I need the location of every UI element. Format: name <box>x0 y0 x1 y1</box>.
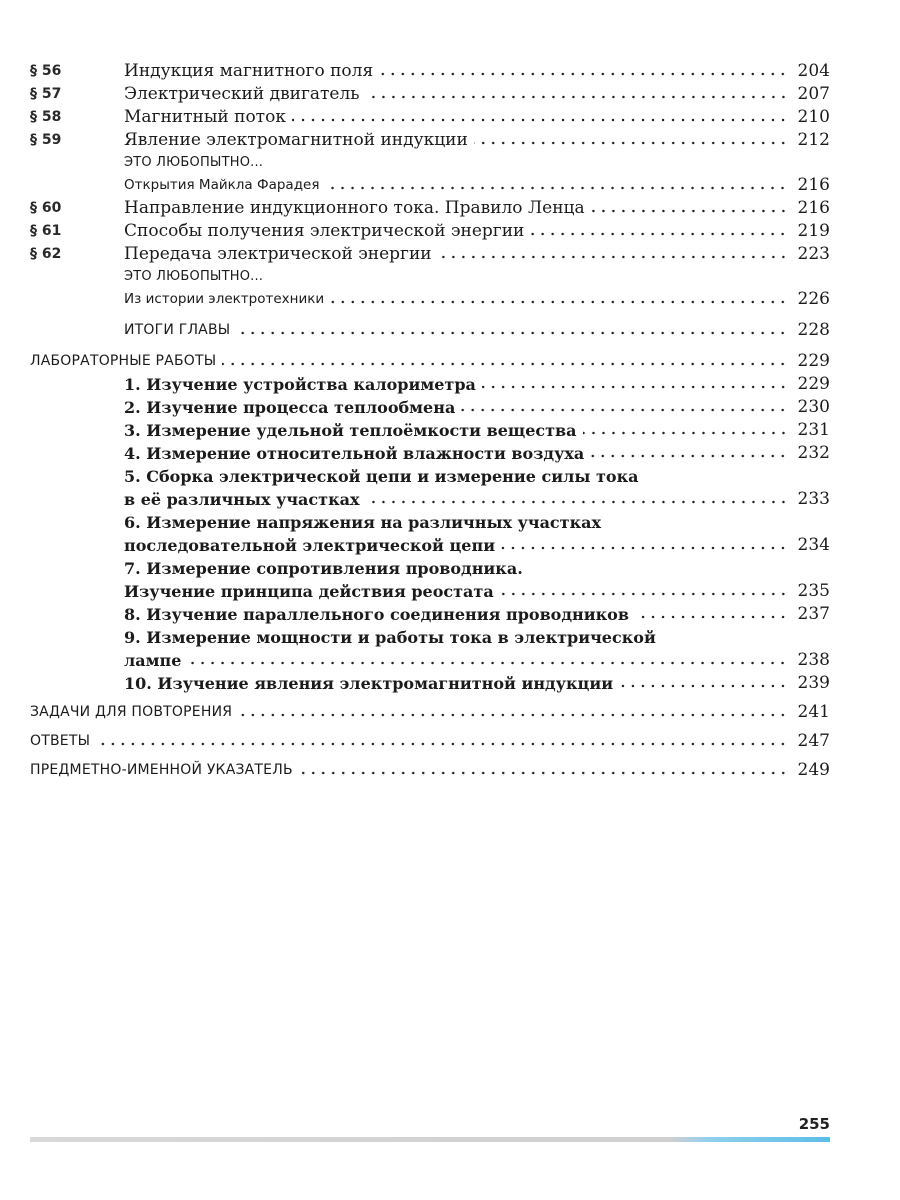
lab-title: Изучение принципа действия реостата <box>124 582 494 601</box>
dot-leader <box>501 545 788 551</box>
toc-entry-lab10[interactable] <box>30 672 830 695</box>
curious-heading: ЭТО ЛЮБОПЫТНО... <box>124 155 264 170</box>
section-number: § 56 <box>30 63 62 79</box>
page-number: 228 <box>797 320 830 340</box>
section-title: Индукция магнитного поля <box>124 61 374 81</box>
lab-title-line: 5. Сборка электрической цепи и измерение силы тока <box>124 467 639 486</box>
toc-entry-s61[interactable] <box>30 220 830 243</box>
page-number: 212 <box>797 130 830 150</box>
dot-leader <box>238 712 788 718</box>
page-number: 237 <box>797 604 830 624</box>
toc-entry-s56[interactable] <box>30 60 830 83</box>
dot-leader <box>325 185 788 191</box>
dot-leader <box>292 117 788 123</box>
dot-leader <box>379 71 788 77</box>
dot-leader <box>366 499 788 505</box>
page-number: 239 <box>797 673 830 693</box>
dot-leader <box>619 683 788 689</box>
dot-leader <box>500 591 788 597</box>
page-number: 241 <box>797 702 830 722</box>
toc-entry-review-tasks[interactable] <box>30 701 830 724</box>
dot-leader <box>590 453 788 459</box>
page-number: 247 <box>797 731 830 751</box>
page-number: 231 <box>797 420 830 440</box>
toc-entry-s57[interactable] <box>30 83 830 106</box>
dot-leader <box>530 231 788 237</box>
lab-title: 3. Измерение удельной теплоёмкости вещества <box>124 421 577 440</box>
page-number: 210 <box>797 107 830 127</box>
curious-heading: ЭТО ЛЮБОПЫТНО... <box>124 269 264 284</box>
dot-leader <box>438 254 788 260</box>
page-number: 230 <box>797 397 830 417</box>
dot-leader <box>330 299 788 305</box>
section-title: ИТОГИ ГЛАВЫ <box>124 322 231 338</box>
section-title: Способы получения электрической энергии <box>124 221 525 241</box>
section-title: ЛАБОРАТОРНЫЕ РАБОТЫ <box>30 353 217 369</box>
lab-title: лампе <box>124 651 182 670</box>
section-title: Передача электрической энергии <box>124 244 432 264</box>
page-number: 234 <box>797 535 830 555</box>
page-number: 249 <box>797 760 830 780</box>
section-title: Открытия Майкла Фарадея <box>124 177 320 193</box>
toc-entry-lab4[interactable] <box>30 442 830 465</box>
dot-leader <box>474 140 788 146</box>
dot-leader <box>591 208 788 214</box>
page-number: 233 <box>797 489 830 509</box>
toc-entry-lab1[interactable] <box>30 373 830 396</box>
section-title: Электрический двигатель <box>124 84 360 104</box>
section-number: § 59 <box>30 132 62 148</box>
page-number: 204 <box>797 61 830 81</box>
toc-entry-chapter-summary[interactable] <box>30 319 830 342</box>
lab-title-line: 9. Измерение мощности и работы тока в электрической <box>124 628 656 647</box>
section-title: Явление электромагнитной индукции <box>124 130 468 150</box>
section-number: § 58 <box>30 109 62 125</box>
toc-entry-electrotech-history[interactable] <box>30 288 830 311</box>
dot-leader <box>96 741 788 747</box>
toc-entry-lab5[interactable] <box>30 488 830 511</box>
section-title: Направление индукционного тока. Правило Ленца <box>124 198 585 218</box>
toc-entry-lab7[interactable] <box>30 580 830 603</box>
dot-leader <box>635 614 788 620</box>
page-number: 219 <box>797 221 830 241</box>
page-number: 226 <box>797 289 830 309</box>
lab-title: 1. Изучение устройства калориметра <box>124 375 476 394</box>
lab-title: 4. Измерение относительной влажности воздуха <box>124 444 585 463</box>
lab-title: в её различных участках <box>124 490 360 509</box>
page-number: 229 <box>797 351 830 371</box>
page-number: 235 <box>797 581 830 601</box>
dot-leader <box>366 94 788 100</box>
toc-entry-lab-works[interactable] <box>30 350 830 373</box>
page-footer-number: 255 <box>798 1115 830 1133</box>
dot-leader <box>236 330 788 336</box>
dot-leader <box>583 430 788 436</box>
section-number: § 62 <box>30 246 62 262</box>
section-title: Из истории электротехники <box>124 291 325 307</box>
toc-entry-subject-index[interactable] <box>30 759 830 782</box>
section-number: § 60 <box>30 200 62 216</box>
lab-title: 8. Изучение параллельного соединения проводников <box>124 605 629 624</box>
lab-title: 10. Изучение явления электромагнитной индукции <box>124 674 614 693</box>
lab-title-line: 6. Измерение напряжения на различных участках <box>124 513 602 532</box>
table-of-contents <box>30 60 830 782</box>
page-number: 216 <box>797 175 830 195</box>
section-title: ЗАДАЧИ ДЛЯ ПОВТОРЕНИЯ <box>30 704 233 720</box>
dot-leader <box>187 660 788 666</box>
toc-entry-s58[interactable] <box>30 106 830 129</box>
lab-title-line: 7. Измерение сопротивления проводника. <box>124 559 523 578</box>
toc-entry-answers[interactable] <box>30 730 830 753</box>
lab-title: 2. Изучение процесса теплообмена <box>124 398 456 417</box>
section-number: § 57 <box>30 86 62 102</box>
dot-leader <box>461 407 788 413</box>
page-number: 207 <box>797 84 830 104</box>
page-number: 216 <box>797 198 830 218</box>
dot-leader <box>299 770 788 776</box>
section-title: Магнитный поток <box>124 107 286 127</box>
toc-entry-s59[interactable] <box>30 129 830 152</box>
section-number: § 61 <box>30 223 62 239</box>
lab-title: последовательной электрической цепи <box>124 536 496 555</box>
page-number: 238 <box>797 650 830 670</box>
page-number: 232 <box>797 443 830 463</box>
footer-rule <box>30 1137 830 1142</box>
dot-leader <box>482 384 788 390</box>
section-title: ПРЕДМЕТНО-ИМЕННОЙ УКАЗАТЕЛЬ <box>30 762 293 778</box>
dot-leader <box>222 361 788 367</box>
toc-entry-s62[interactable] <box>30 243 830 266</box>
toc-entry-lab2[interactable] <box>30 396 830 419</box>
page-number: 223 <box>797 244 830 264</box>
section-title: ОТВЕТЫ <box>30 733 91 749</box>
toc-entry-s60[interactable] <box>30 197 830 220</box>
toc-entry-lab3[interactable] <box>30 419 830 442</box>
toc-entry-lab9[interactable] <box>30 649 830 672</box>
page-number: 229 <box>797 374 830 394</box>
toc-entry-faraday[interactable] <box>30 174 830 197</box>
toc-entry-lab6[interactable] <box>30 534 830 557</box>
toc-entry-lab8[interactable] <box>30 603 830 626</box>
